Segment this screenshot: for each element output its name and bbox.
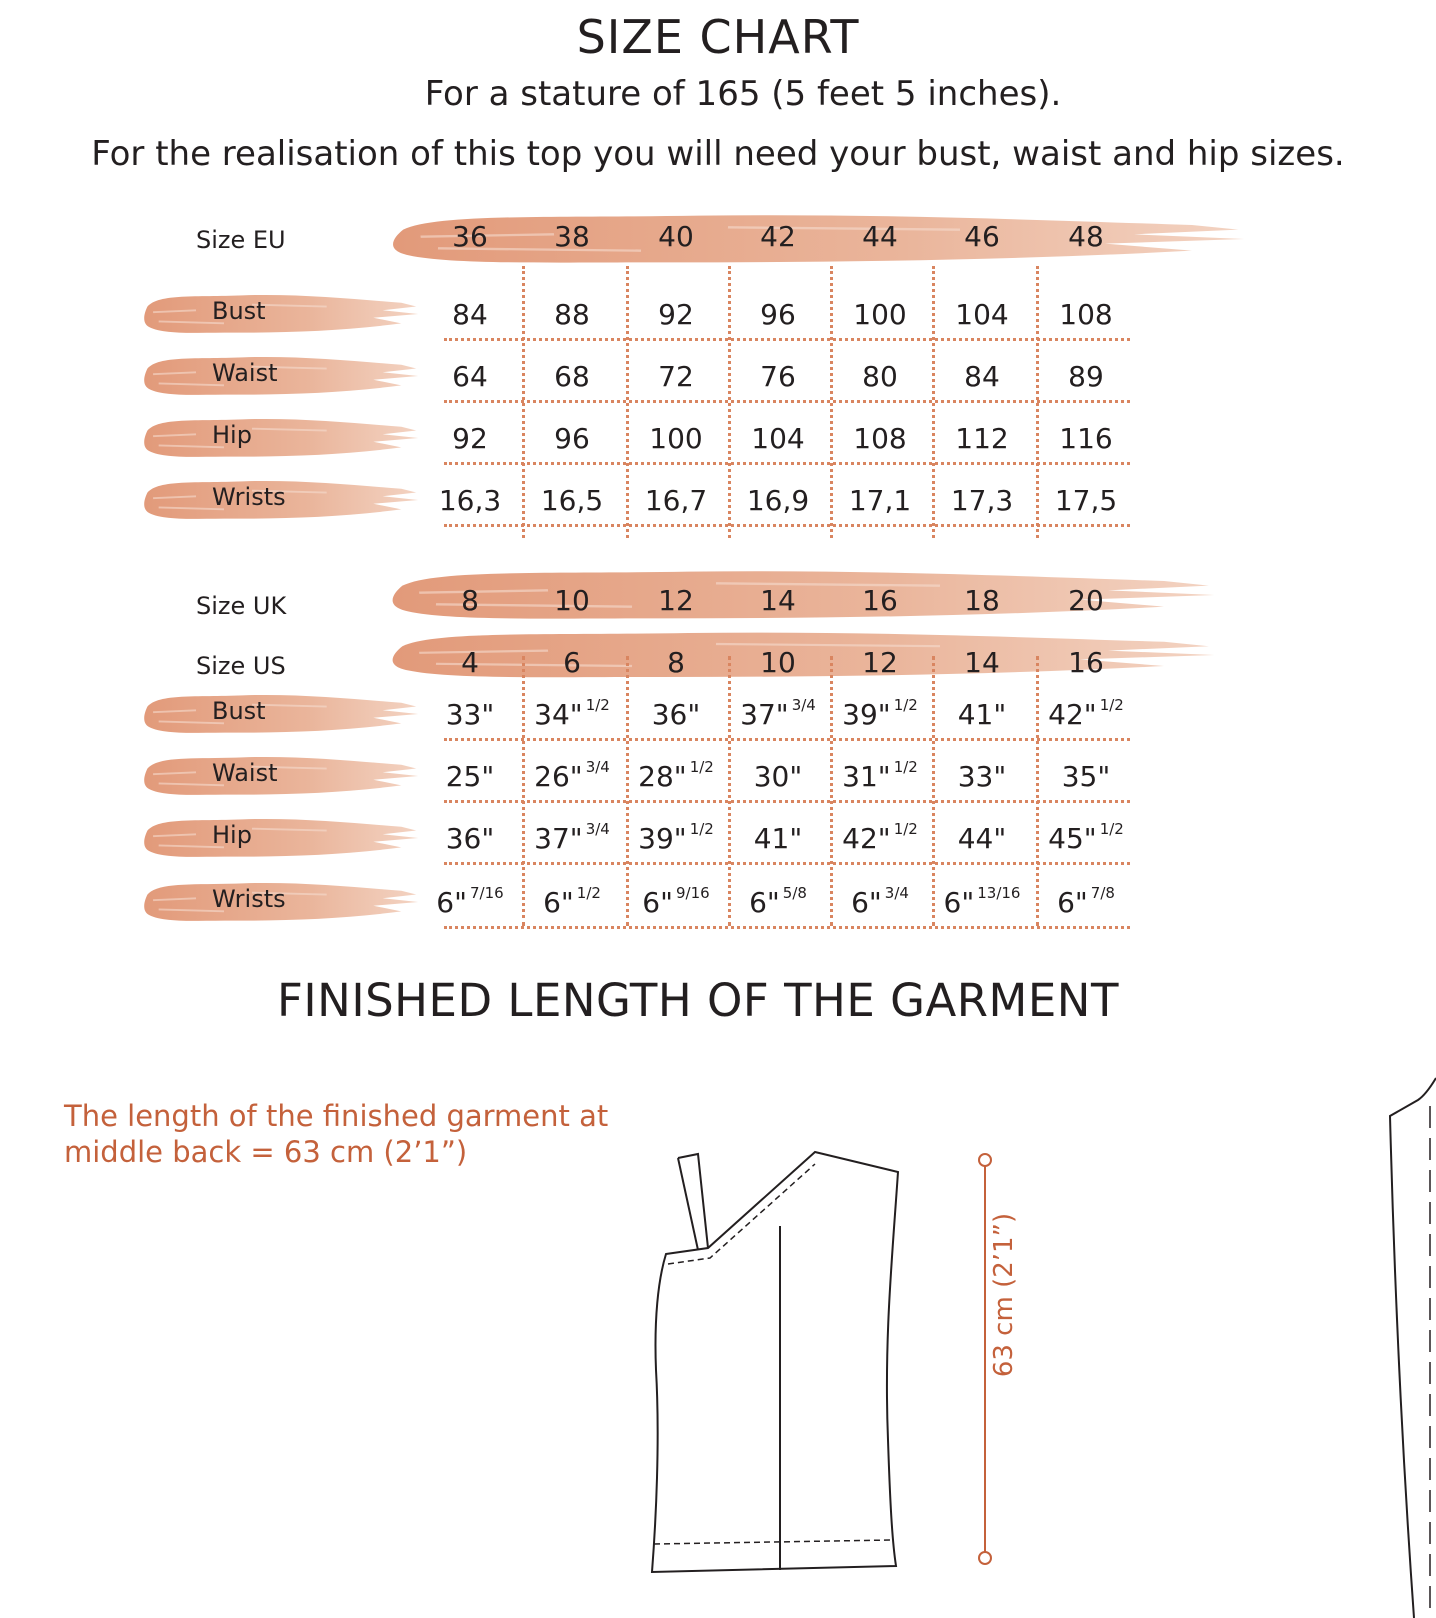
measure-main: 44" xyxy=(957,822,1007,855)
measure-cell xyxy=(1036,760,1136,793)
measure-cell xyxy=(522,886,622,919)
measure-cell xyxy=(626,886,726,919)
row-divider xyxy=(444,926,1130,929)
us-size-value: 16 xyxy=(1068,646,1104,679)
eu-size-value: 42 xyxy=(760,220,796,253)
measure-fraction: 1/2 xyxy=(585,696,610,714)
measure-cell: 64 xyxy=(452,360,488,393)
eu-size-value: 46 xyxy=(964,220,1000,253)
measure-label xyxy=(140,748,430,804)
measure-fraction: 1/2 xyxy=(893,696,918,714)
row-label-text: Wrists xyxy=(212,483,286,511)
measure-cell: 116 xyxy=(1059,422,1113,455)
column-divider xyxy=(522,266,525,538)
measure-main: 6" xyxy=(943,886,975,919)
page-title: SIZE CHART xyxy=(576,10,860,64)
row-label-text: Waist xyxy=(212,759,278,787)
measure-fraction: 1/2 xyxy=(576,884,601,902)
measure-main: 41" xyxy=(957,698,1007,731)
measure-cell: 96 xyxy=(554,422,590,455)
row-divider xyxy=(444,462,1130,465)
row-label-text: Wrists xyxy=(212,885,286,913)
measure-cell: 108 xyxy=(853,422,907,455)
measure-cell xyxy=(1036,886,1136,919)
measure-cell xyxy=(626,822,726,855)
measure-cell xyxy=(1036,698,1136,731)
column-divider xyxy=(728,656,731,926)
measure-main: 25" xyxy=(445,760,495,793)
measure-fraction: 3/4 xyxy=(791,696,816,714)
measure-cell xyxy=(522,822,622,855)
length-note: The length of the finished garment at middle back = 63 cm (2’1”) xyxy=(64,1099,609,1169)
measure-fraction: 1/2 xyxy=(1099,820,1124,838)
measure-cell: 16,3 xyxy=(438,484,502,517)
measure-label xyxy=(140,410,430,466)
measure-cell: 104 xyxy=(955,298,1009,331)
row-label-text: Waist xyxy=(212,359,278,387)
column-divider xyxy=(728,266,731,538)
us-size-value: 8 xyxy=(667,646,685,679)
measure-main: 37" xyxy=(534,822,583,855)
eu-size-value: 44 xyxy=(862,220,898,253)
column-divider xyxy=(522,656,525,926)
row-divider xyxy=(444,862,1130,865)
measure-cell: 16,9 xyxy=(746,484,810,517)
eu-size-value: 36 xyxy=(452,220,488,253)
measure-main: 35" xyxy=(1061,760,1111,793)
measure-fraction: 5/8 xyxy=(782,884,807,902)
measure-main: 34" xyxy=(534,698,583,731)
uk-size-value: 18 xyxy=(964,584,1000,617)
uk-size-value: 20 xyxy=(1068,584,1104,617)
uk-size-value: 12 xyxy=(658,584,694,617)
measure-label xyxy=(140,810,430,866)
measure-cell xyxy=(932,822,1032,855)
measure-label xyxy=(140,472,430,528)
measure-cell xyxy=(420,760,520,793)
instructions: For the realisation of this top you will need your bust, waist and hip sizes. xyxy=(91,134,1345,174)
measure-label xyxy=(140,286,430,342)
measure-label xyxy=(140,348,430,404)
measure-cell: 17,5 xyxy=(1054,484,1118,517)
measure-main: 33" xyxy=(445,698,495,731)
measure-main: 6" xyxy=(436,886,467,919)
garment-illustration xyxy=(630,1140,910,1580)
uk-size-value: 8 xyxy=(461,584,479,617)
measure-cell xyxy=(932,698,1032,731)
measure-main: 6" xyxy=(1057,886,1088,919)
row-label-text: Hip xyxy=(212,421,252,449)
column-divider xyxy=(1036,266,1039,538)
uk-size-value: 16 xyxy=(862,584,898,617)
measure-cell: 92 xyxy=(658,298,694,331)
row-label-text: Bust xyxy=(212,697,266,725)
measure-fraction: 3/4 xyxy=(585,758,610,776)
measure-fraction: 1/2 xyxy=(893,758,918,776)
measure-cell: 88 xyxy=(554,298,590,331)
measure-cell: 17,3 xyxy=(950,484,1014,517)
pattern-piece-edge xyxy=(1380,1070,1436,1618)
measure-main: 39" xyxy=(842,698,891,731)
row-divider xyxy=(444,524,1130,527)
measure-main: 30" xyxy=(753,760,803,793)
measure-cell xyxy=(932,760,1032,793)
measure-cell: 92 xyxy=(452,422,488,455)
measure-cell xyxy=(830,698,930,731)
measure-main: 6" xyxy=(543,886,574,919)
measure-cell xyxy=(728,822,828,855)
row-divider xyxy=(444,400,1130,403)
measure-fraction: 1/2 xyxy=(893,820,918,838)
measure-cell xyxy=(728,698,828,731)
row-divider xyxy=(444,738,1130,741)
measure-cell: 89 xyxy=(1068,360,1104,393)
measure-cell: 17,1 xyxy=(848,484,912,517)
measure-fraction: 7/16 xyxy=(470,884,504,902)
measure-main: 41" xyxy=(753,822,803,855)
us-size-value: 14 xyxy=(964,646,1000,679)
measure-main: 36" xyxy=(445,822,495,855)
column-divider xyxy=(932,656,935,926)
measure-cell: 84 xyxy=(452,298,488,331)
column-divider xyxy=(932,266,935,538)
column-divider xyxy=(830,656,833,926)
row-label-text: Bust xyxy=(212,297,266,325)
row-label-text: Hip xyxy=(212,821,252,849)
measure-fraction: 1/2 xyxy=(689,758,714,776)
measure-label xyxy=(140,686,430,742)
measure-cell: 72 xyxy=(658,360,694,393)
column-divider xyxy=(830,266,833,538)
eu-size-value: 40 xyxy=(658,220,694,253)
measure-cell: 16,5 xyxy=(540,484,604,517)
us-size-value: 12 xyxy=(862,646,898,679)
garment-heading: FINISHED LENGTH OF THE GARMENT xyxy=(277,974,1119,1027)
uk-size-value: 10 xyxy=(554,584,590,617)
us-size-value: 4 xyxy=(461,646,479,679)
measure-cell: 100 xyxy=(649,422,703,455)
measure-main: 36" xyxy=(651,698,701,731)
measure-cell xyxy=(830,822,930,855)
eu-size-value: 38 xyxy=(554,220,590,253)
measure-cell: 68 xyxy=(554,360,590,393)
measure-main: 6" xyxy=(851,886,882,919)
us-size-value: 6 xyxy=(563,646,581,679)
measure-main: 31" xyxy=(842,760,891,793)
measure-main: 45" xyxy=(1048,822,1097,855)
measure-cell xyxy=(830,886,930,919)
measure-main: 39" xyxy=(638,822,687,855)
measure-cell xyxy=(830,760,930,793)
measure-main: 42" xyxy=(1048,698,1097,731)
size-uk-label: Size UK xyxy=(196,592,287,620)
measure-main: 26" xyxy=(534,760,583,793)
us-size-value: 10 xyxy=(760,646,796,679)
measure-cell: 80 xyxy=(862,360,898,393)
measure-main: 37" xyxy=(740,698,789,731)
measure-main: 6" xyxy=(642,886,673,919)
measure-cell xyxy=(626,760,726,793)
column-divider xyxy=(626,656,629,926)
measure-cell: 100 xyxy=(853,298,907,331)
row-divider xyxy=(444,338,1130,341)
measure-cell xyxy=(932,886,1032,919)
measure-fraction: 13/16 xyxy=(977,884,1021,902)
size-us-label: Size US xyxy=(196,652,286,680)
measure-cell xyxy=(420,886,520,919)
measure-fraction: 1/2 xyxy=(1099,696,1124,714)
measure-cell: 16,7 xyxy=(644,484,708,517)
measure-main: 42" xyxy=(842,822,891,855)
measure-cell xyxy=(420,698,520,731)
measure-fraction: 3/4 xyxy=(585,820,610,838)
measure-cell xyxy=(522,698,622,731)
measure-fraction: 9/16 xyxy=(676,884,710,902)
measure-main: 28" xyxy=(638,760,687,793)
measure-main: 33" xyxy=(957,760,1007,793)
measure-cell xyxy=(420,822,520,855)
measure-cell: 108 xyxy=(1059,298,1113,331)
measure-cell: 96 xyxy=(760,298,796,331)
measure-label xyxy=(140,874,430,930)
stature-note: For a stature of 165 (5 feet 5 inches). xyxy=(424,74,1062,114)
measure-cell xyxy=(728,760,828,793)
eu-size-value: 48 xyxy=(1068,220,1104,253)
measure-fraction: 3/4 xyxy=(884,884,909,902)
measure-fraction: 7/8 xyxy=(1090,884,1115,902)
measure-cell xyxy=(1036,822,1136,855)
measure-cell xyxy=(728,886,828,919)
row-divider xyxy=(444,800,1130,803)
column-divider xyxy=(1036,656,1039,926)
length-measure-label: 63 cm (2’1”) xyxy=(989,1212,1020,1378)
measure-cell: 84 xyxy=(964,360,1000,393)
size-eu-label: Size EU xyxy=(196,226,286,254)
measure-cell: 112 xyxy=(955,422,1009,455)
measure-main: 6" xyxy=(749,886,780,919)
column-divider xyxy=(626,266,629,538)
measure-fraction: 1/2 xyxy=(689,820,714,838)
measure-cell: 104 xyxy=(751,422,805,455)
uk-size-value: 14 xyxy=(760,584,796,617)
measure-cell xyxy=(522,760,622,793)
measure-cell: 76 xyxy=(760,360,796,393)
measure-cell xyxy=(626,698,726,731)
